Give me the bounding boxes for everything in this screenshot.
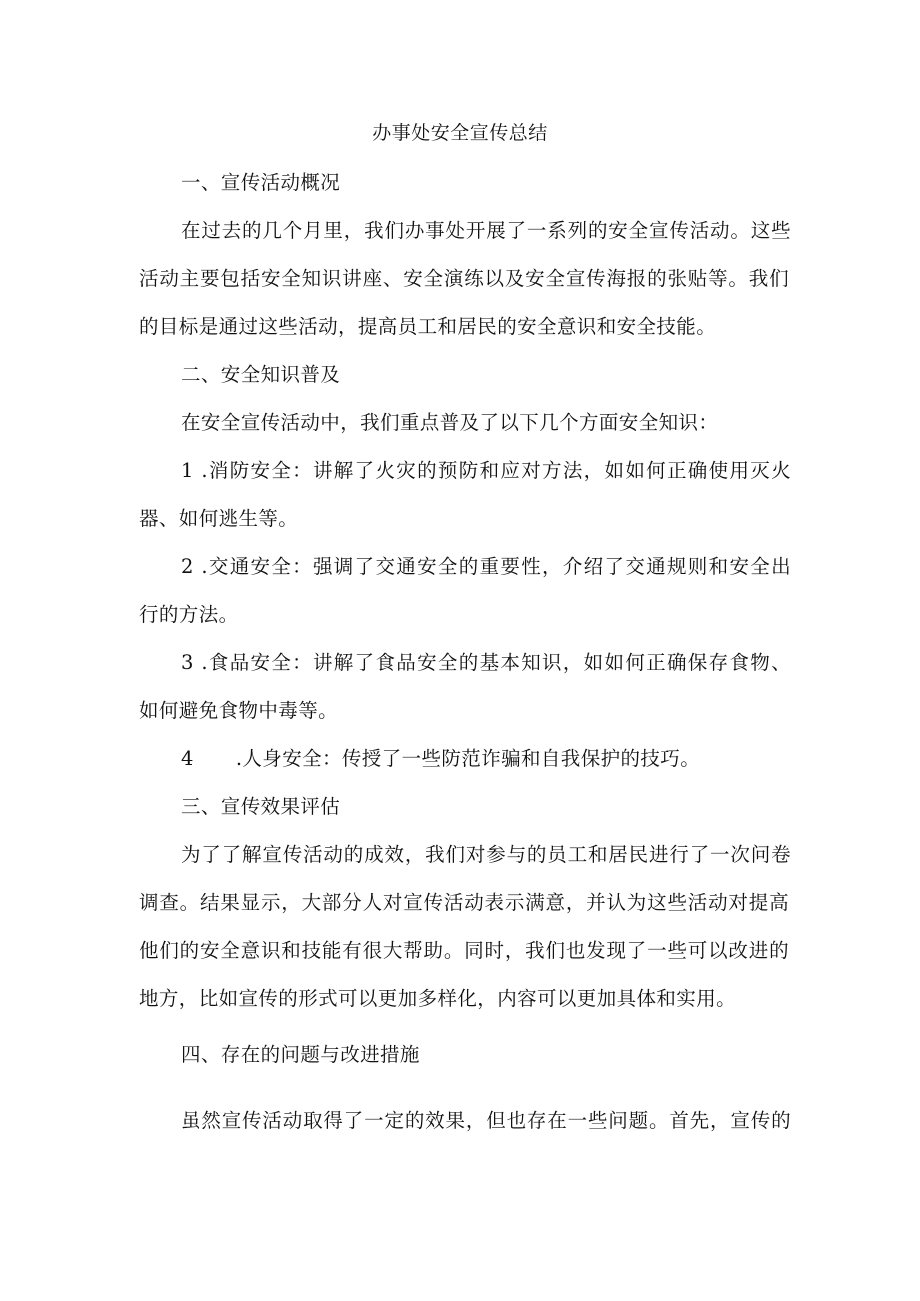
paragraph-line: 地方，比如宣传的形式可以更加多样化，内容可以更加具体和实用。: [139, 987, 737, 1010]
paragraph-line: 在过去的几个月里，我们办事处开展了一系列的安全宣传活动。这些: [181, 219, 791, 242]
section-heading-4: 四、存在的问题与改进措施: [181, 1043, 420, 1066]
paragraph-line: 的目标是通过这些活动，提高员工和居民的安全意识和安全技能。: [139, 315, 717, 338]
list-item-number: 3: [181, 651, 194, 674]
list-item-line: [181, 456, 791, 486]
paragraph-line: 为了了解宣传活动的成效，我们对参与的员工和居民进行了一次问卷: [181, 843, 791, 866]
list-item-line: [181, 648, 791, 678]
paragraph-line: 他们的安全意识和技能有很大帮助。同时，我们也发现了一些可以改进的: [139, 939, 789, 962]
list-item-line: [181, 744, 791, 774]
section-heading-3: 三、宣传效果评估: [181, 795, 341, 818]
list-item-line: 行的方法。: [139, 603, 239, 626]
document-title: 办事处安全宣传总结: [372, 122, 548, 144]
section-heading-2: 二、安全知识普及: [181, 363, 341, 386]
list-item-text: .食品安全：讲解了食品安全的基本知识，如如何正确保存食物、: [201, 651, 791, 674]
paragraph-line: 调查。结果显示，大部分人对宣传活动表示满意，并认为这些活动对提高: [139, 891, 789, 914]
list-item-number: 1: [181, 459, 194, 482]
list-item-number: 2: [181, 555, 194, 578]
list-item-line: 如何避免食物中毒等。: [139, 699, 339, 722]
list-item-text: .交通安全：强调了交通安全的重要性，介绍了交通规则和安全出: [201, 555, 791, 578]
list-item-text: .人身安全：传授了一些防范诈骗和自我保护的技巧。: [235, 747, 701, 770]
list-item-line: [181, 552, 791, 582]
paragraph-line: 虽然宣传活动取得了一定的效果，但也存在一些问题。首先，宣传的: [181, 1109, 791, 1132]
section-intro: 在安全宣传活动中，我们重点普及了以下几个方面安全知识：: [181, 411, 719, 434]
list-item-number: 4: [181, 747, 194, 770]
list-item-text: .消防安全：讲解了火灾的预防和应对方法，如如何正确使用灭火: [201, 459, 791, 482]
list-item-line: 器、如何逃生等。: [139, 507, 299, 530]
paragraph-line: 活动主要包括安全知识讲座、安全演练以及安全宣传海报的张贴等。我们: [139, 267, 789, 290]
section-heading-1: 一、宣传活动概况: [181, 171, 341, 194]
